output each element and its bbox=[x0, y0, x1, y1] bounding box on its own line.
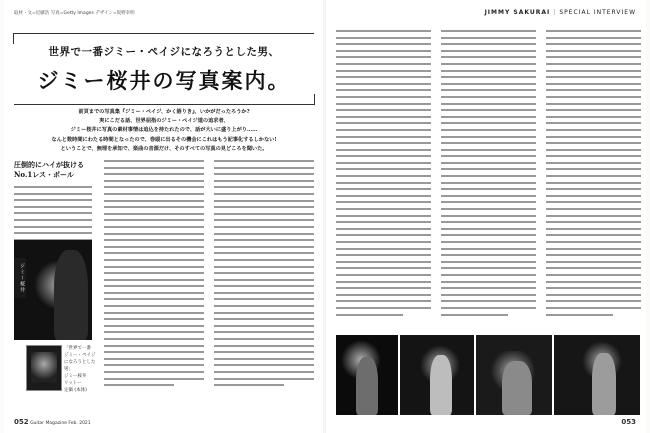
book-caption-line: 男」 bbox=[64, 367, 73, 372]
page-title: ジミー桜井の写真案内。 bbox=[37, 68, 291, 93]
book-cover bbox=[26, 345, 62, 391]
title-subtitle: 世界で一番ジミー・ペイジになろうとした男、 bbox=[48, 46, 280, 58]
book-caption-line: 定価 (本体) bbox=[64, 388, 87, 393]
credit-line: 取材・文=近藤浩 写真=Getty Images デザイン=坂野幸明 bbox=[14, 11, 135, 16]
lead-line: 前頁までの写真集『ジミー・ペイジ、かく語りき』、いかがだったろうか? bbox=[78, 109, 250, 115]
title-box bbox=[14, 33, 314, 105]
title-corner-br bbox=[304, 94, 315, 105]
column-heading-line: No.1レス・ポール bbox=[14, 170, 74, 179]
body-text-column bbox=[441, 30, 536, 320]
body-text-column bbox=[104, 160, 204, 391]
left-page bbox=[4, 0, 324, 433]
photo-live-1 bbox=[336, 335, 398, 415]
folio-right bbox=[621, 418, 636, 426]
photo-live-2 bbox=[400, 335, 474, 415]
book-caption-line: になろうとした bbox=[64, 360, 96, 365]
column-heading bbox=[14, 160, 89, 180]
header-brand: JIMMY SAKURAI bbox=[484, 9, 551, 16]
page-number: 053 bbox=[621, 418, 636, 426]
title-corner-tl bbox=[13, 33, 24, 44]
book-caption-line: リットー bbox=[64, 381, 82, 386]
folio-left bbox=[14, 418, 91, 426]
header-section: SPECIAL INTERVIEW bbox=[559, 9, 636, 16]
right-page bbox=[326, 0, 646, 433]
body-text-column bbox=[546, 30, 641, 320]
book-caption-line: ジミー・ペイジ bbox=[64, 353, 96, 358]
magazine-issue: Guitar Magazine Feb. 2021 bbox=[30, 421, 91, 426]
page-number: 052 bbox=[14, 418, 29, 426]
vertical-label: ジミー桜井 bbox=[14, 258, 26, 298]
lead-line: ジミー桜井に写真の素材事情は追込を持たれたので、話が大いに盛り上がり…… bbox=[70, 127, 258, 134]
section-header: JIMMY SAKURAI | SPECIAL INTERVIEW bbox=[484, 9, 636, 16]
lead-paragraph bbox=[38, 108, 290, 154]
lead-line: 実にこだる話、世界屈指のジミー・ペイジ道の追求者、 bbox=[99, 118, 229, 125]
column-heading-line: 圧倒的にハイが抜ける bbox=[14, 160, 84, 169]
photo-live-4 bbox=[554, 335, 640, 415]
photo-live-3 bbox=[476, 335, 552, 415]
lead-line: なんと数時間にわたる時間となったので、巻頭に出るその機会にこれはもう記事化するしかない! bbox=[51, 136, 277, 143]
book-caption-line: ジミー桜井 bbox=[64, 374, 87, 379]
body-text-column bbox=[214, 160, 314, 391]
lead-line: ということで、無理を承知で、楽曲の音源だけ、そのすべての写真の見どころを聞いた。 bbox=[60, 145, 268, 152]
book-caption-line: 「世界で一番 bbox=[64, 346, 91, 351]
body-text-column bbox=[336, 30, 431, 320]
